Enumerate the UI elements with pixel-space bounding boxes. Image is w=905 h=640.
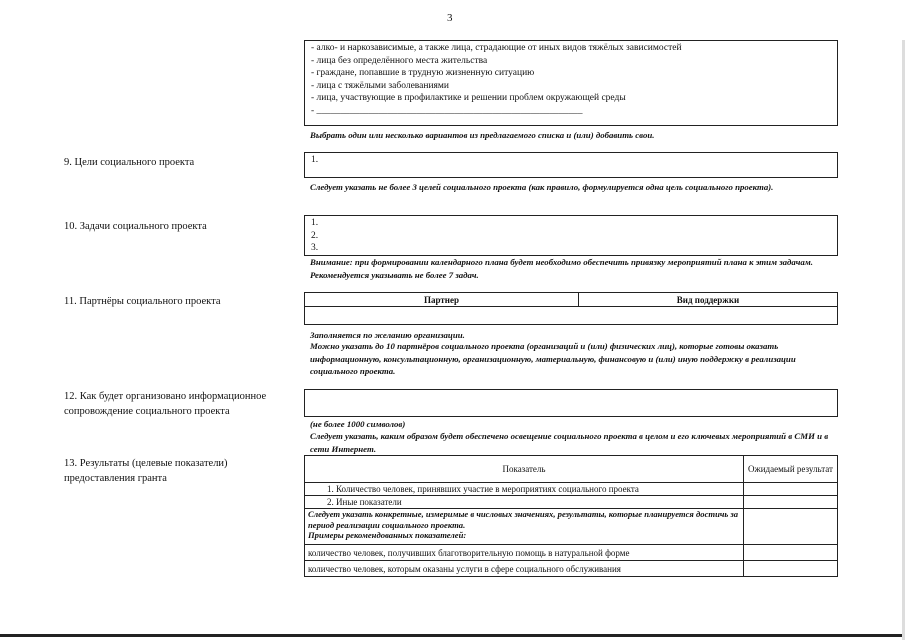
section12-label xyxy=(64,389,266,419)
list-item: - лица с тяжёлыми заболеваниями xyxy=(311,80,449,91)
results-table xyxy=(304,455,838,577)
partners-table xyxy=(304,292,838,325)
results-hint: Следует указать конкретные, измеримые в числовых значениях, результаты, которые планируется достичь за период реализации социального проекта. xyxy=(308,509,739,530)
expected-cell[interactable] xyxy=(744,496,838,509)
section12-label-line1: 12. Как будет организовано информационное xyxy=(64,391,267,402)
target-groups-box[interactable] xyxy=(304,40,838,126)
table-row: количество человек, получивших благотворительную помощь в натуральной форме xyxy=(305,545,744,561)
task-item: 1. xyxy=(311,218,319,228)
section9-note: Следует указать не более 3 целей социального проекта (как правило, формулируется одна цель социального проекта). xyxy=(310,182,774,192)
section13-label-line1: 13. Результаты (целевые показатели) xyxy=(64,458,228,469)
section13-label xyxy=(64,456,228,486)
list-item: - лица, участвующие в профилактике и решении проблем окружающей среды xyxy=(311,93,626,103)
section12-limit: (не более 1000 символов) xyxy=(310,419,406,429)
section12-label-line2: сопровождение социального проекта xyxy=(64,406,230,417)
examples-title: Примеры рекомендованных показателей: xyxy=(308,530,467,540)
section11-label: 11. Партнёры социального проекта xyxy=(64,296,221,307)
expected-cell[interactable] xyxy=(744,545,838,561)
section10-note: Внимание: при формировании календарного плана будет необходимо обеспечить привязку мероприятий плана к этим задачам. Рекомендуется указывать не более 7 задач. xyxy=(310,257,813,280)
task-item: 3. xyxy=(311,243,319,253)
table-row: количество человек, которым оказаны услуги в сфере социального обслуживания xyxy=(305,561,744,577)
page-number: 3 xyxy=(447,12,453,24)
list-item: - лица без определённого места жительства xyxy=(311,55,488,66)
task-item: 2. xyxy=(311,230,319,241)
table-row: 2. Иные показатели xyxy=(305,496,744,509)
section9-label: 9. Цели социального проекта xyxy=(64,157,195,168)
section10-label: 10. Задачи социального проекта xyxy=(64,221,207,232)
indicator-column-header: Показатель xyxy=(305,456,744,483)
list-item: - граждане, попавшие в трудную жизненную ситуацию xyxy=(311,68,535,78)
goal-item: 1. xyxy=(311,155,319,165)
section11-note-optional: Заполняется по желанию организации. xyxy=(310,330,465,340)
list-item: - алко- и наркозависимые, а также лица, страдающие от иных видов тяжёлых зависимостей xyxy=(311,43,682,53)
section12-note: Следует указать, каким образом будет обеспечено освещение социального проекта в целом и его ключевых мероприятий в СМИ и в сети Интернет. xyxy=(310,431,829,454)
support-column-header: Вид поддержки xyxy=(579,293,838,307)
target-groups-note: Выбрать один или несколько вариантов из предлагаемого списка и (или) добавить свои. xyxy=(310,130,655,140)
info-support-field[interactable] xyxy=(304,389,838,417)
scan-bottom-edge xyxy=(0,634,905,637)
goals-field[interactable] xyxy=(304,152,838,178)
partner-cell[interactable] xyxy=(305,307,838,325)
table-row: 1. Количество человек, принявших участие в мероприятиях социального проекта xyxy=(305,483,744,496)
expected-cell[interactable] xyxy=(744,561,838,577)
section13-label-line2: предоставления гранта xyxy=(64,473,167,484)
tasks-field[interactable] xyxy=(304,215,838,256)
expected-cell[interactable] xyxy=(744,483,838,496)
partner-column-header: Партнер xyxy=(305,293,579,307)
expected-cell[interactable] xyxy=(744,509,838,545)
expected-column-header: Ожидаемый результат xyxy=(744,456,838,483)
section11-note: Можно указать до 10 партнёров социального проекта (организаций и (или) физических лиц), которые готовы оказать информационную, консультационную, организационную, материальную, финансовую и (или) иную поддержку в реализации социального проекта. xyxy=(310,341,796,376)
list-item: - ________________________________________________________ xyxy=(311,105,583,116)
hint-cell xyxy=(305,509,744,545)
